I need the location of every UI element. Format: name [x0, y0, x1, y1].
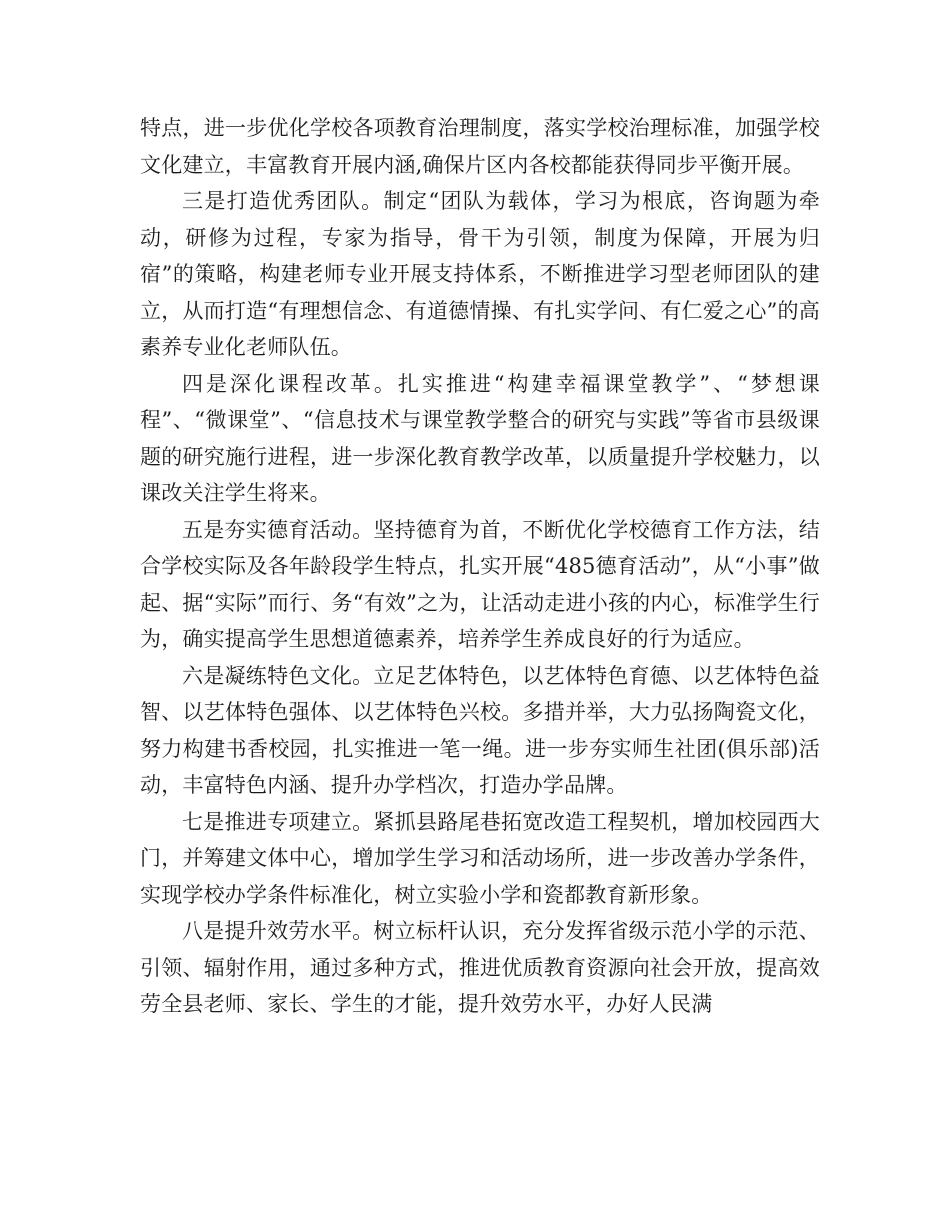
paragraph-curriculum-reform: 四是深化课程改革。扎实推进“构建幸福课堂教学”、“梦想课程”、“微课堂”、“信息技术与课堂教学整合的研究与实践”等省市县级课题的研究施行进程，进一步深化教育教学改革，以质量提升学校魅力，以课改关注学生将来。 — [140, 371, 820, 505]
paragraph-special-projects: 七是推进专项建立。紧抓县路尾巷拓宽改造工程契机，增加校园西大门，并筹建文体中心，增加学生学习和活动场所，进一步改善办学条件，实现学校办学条件标准化，树立实验小学和瓷都教育新形象。 — [140, 809, 820, 907]
paragraph-continuation: 特点，进一步优化学校各项教育治理制度，落实学校治理标准，加强学校文化建立，丰富教育开展内涵,确保片区内各校都能获得同步平衡开展。 — [140, 116, 820, 177]
document-body — [140, 110, 820, 1023]
paragraph-moral-education: 五是夯实德育活动。坚持德育为首，不断优化学校德育工作方法，结合学校实际及各年龄段学生特点，扎实开展“485德育活动”，从“小事”做起、据“实际”而行、务“有效”之为，让活动走进小孩的内心，标准学生行为，确实提高学生思想道德素养，培养学生养成良好的行为适应。 — [140, 517, 820, 651]
paragraph-team-building: 三是打造优秀团队。制定“团队为载体，学习为根底，咨询题为牵动，研修为过程，专家为指导，骨干为引领，制度为保障，开展为归宿”的策略，构建老师专业开展支持体系，不断推进学习型老师团队的建立，从而打造“有理想信念、有道德情操、有扎实学问、有仁爱之心”的高素养专业化老师队伍。 — [140, 189, 820, 359]
paragraph-featured-culture: 六是凝练特色文化。立足艺体特色，以艺体特色育德、以艺体特色益智、以艺体特色强体、以艺体特色兴校。多措并举，大力弘扬陶瓷文化，努力构建书香校园，扎实推进一笔一绳。进一步夯实师生社团(俱乐部)活动，丰富特色内涵、提升办学档次，打造办学品牌。 — [140, 663, 820, 797]
paragraph-service-level: 八是提升效劳水平。树立标杆认识，充分发挥省级示范小学的示范、引领、辐射作用，通过多种方式，推进优质教育资源向社会开放，提高效劳全县老师、家长、学生的才能，提升效劳水平，办好人民满 — [140, 919, 820, 1016]
